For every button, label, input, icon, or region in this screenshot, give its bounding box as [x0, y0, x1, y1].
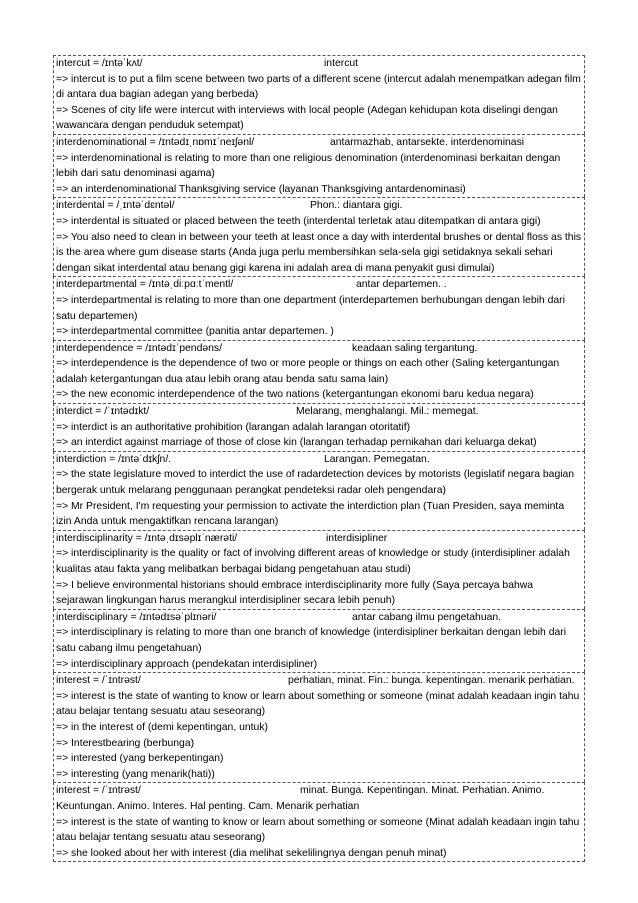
- entry-example-line: => in the interest of (demi kepentingan, untuk): [56, 721, 268, 733]
- entry-gloss: minat. Bunga. Kepentingan. Minat. Perhatian. Animo.: [300, 785, 545, 797]
- entry-example-line: => interdisciplinary approach (pendekatan interdisipliner): [56, 658, 318, 670]
- entry-example-line: => an interdict against marriage of those of close kin (larangan terhadap pernikahan dari keluarga dekat): [56, 437, 537, 449]
- entry-example-line: => interdisciplinarity is the quality or fact of involving different areas of knowledge or study (interdisipliner adalah kualitas atau fakta yang melibatkan berbagai bidang pengetahuan atau studi): [56, 548, 570, 575]
- entry-example-line: => I believe environmental historians should embrace interdisciplinarity more fully (Saya percaya bahwa sejarawan lingkungan harus merangkul interdisipliner secara lebih penuh): [56, 579, 534, 607]
- entry-example-line: => interdenominational is relating to more than one religious denomination (interdenominasi berkaitan dengan lebih dari satu denominasi agama): [56, 152, 561, 180]
- entry-headline: [56, 452, 582, 468]
- entry-gloss: antarmazhab, antarsekte. interdenominasi: [330, 136, 525, 148]
- entry-headline: [56, 135, 582, 151]
- entry-headline: [56, 198, 582, 214]
- entry-headline: [56, 531, 582, 547]
- dictionary-entry: [53, 609, 585, 672]
- entry-example-line: => interdependence is the dependence of two or more people or things on each other (Saling ketergantungan adalah ketergantungan dua atau lebih orang atau benda satu sama lain): [56, 358, 560, 385]
- entry-example-line: => interdict is an authoritative prohibition (larangan adalah larangan otoritatif): [56, 421, 411, 433]
- entry-headline: [56, 277, 582, 293]
- entry-gloss: Melarang, menghalangi. Mil.: memegat.: [296, 406, 479, 418]
- entry-term: interest = /ˈɪntrəst/: [56, 785, 141, 797]
- entry-gloss-continued: Keuntungan. Animo. Interes. Hal penting. Cam. Menarik perhatian: [56, 800, 360, 812]
- entry-term: interdisciplinary = /ɪntədɪsəˈplɪnəri/: [56, 611, 217, 623]
- entry-example-line: => the new economic interdependence of the two nations (ketergantungan ekonomi baru kedua negara): [56, 389, 534, 401]
- dictionary-entry: [53, 340, 585, 403]
- entry-headline: [56, 673, 582, 689]
- entry-example-line: => Mr President, I'm requesting your permission to activate the interdiction plan (Tuan Presiden, saya meminta izin Anda untuk mengaktifkan rencana larangan): [56, 500, 565, 528]
- entry-example-line: => Scenes of city life were intercut with interviews with local people (Adegan kehidupan kota diselingi dengan wawancara dengan penduduk setempat): [56, 104, 558, 132]
- entry-gloss: Larangan. Pemegatan.: [324, 453, 430, 465]
- entry-gloss: antar departemen. .: [356, 279, 447, 291]
- entry-term: interdependence = /ɪntədɪˈpendəns/: [56, 342, 222, 354]
- entry-gloss: interdisipliner: [326, 532, 388, 544]
- entry-headline: [56, 610, 582, 626]
- entry-term: interdenominational = /ɪntədɪˌnɒmɪˈneɪʃənl/: [56, 136, 255, 148]
- entry-headline: [56, 56, 582, 72]
- dictionary-entry: [53, 55, 585, 134]
- entry-example-line: => interest is the state of wanting to know or learn about something or someone (Minat adalah keadaan ingin tahu atau belajar tentang sesuatu atau seseorang): [56, 816, 580, 844]
- dictionary-entry: [53, 403, 585, 451]
- entry-example-line: => interest is the state of wanting to know or learn about something or someone (minat adalah keadaan ingin tahu atau belajar tentang sesuatu atau seseorang): [56, 690, 580, 718]
- entry-gloss: perhatian, minat. Fin.: bunga. kepentingan. menarik perhatian.: [288, 675, 575, 687]
- dictionary-entry: [53, 672, 585, 782]
- entry-gloss: antar cabang ilmu pengetahuan.: [352, 611, 502, 623]
- entry-example-line: => the state legislature moved to interdict the use of radardetection devices by motorists (legislatif negara bagian bergerak untuk melarang penggunaan perangkat pendeteksi radar oleh pengendara): [56, 469, 575, 497]
- entry-headline: [56, 341, 582, 357]
- entry-headline: [56, 404, 582, 420]
- entry-term: interdiction = /ɪntəˈdɪkʃn/.: [56, 453, 172, 465]
- entry-example-line: => interdental is situated or placed between the teeth (interdental terletak atau ditempatkan di antara gigi): [56, 215, 541, 227]
- entry-example-line: => interdisciplinary is relating to more than one branch of knowledge (interdisipliner berkaitan dengan lebih dari satu cabang ilmu pengetahuan): [56, 627, 567, 654]
- entry-example-line: => interdepartmental committee (panitia antar departemen. ): [56, 326, 334, 338]
- entry-term: interdisciplinarity = /ɪntəˌdɪsəplɪˈnærəti/: [56, 532, 238, 544]
- entry-example-line: => interdepartmental is relating to more than one department (interdepartemen berhubungan dengan lebih dari satu departemen): [56, 294, 565, 322]
- entry-example-line: => interested (yang berkepentingan): [56, 753, 224, 765]
- entry-example-line: => Interestbearing (berbunga): [56, 737, 195, 749]
- dictionary-entry: [53, 134, 585, 197]
- entry-example-line: => intercut is to put a film scene between two parts of a different scene (intercut adalah menempatkan adegan film di antara dua bagian adegan yang berbeda): [56, 73, 581, 101]
- entry-term: interest = /ˈɪntrəst/: [56, 675, 141, 687]
- entry-example-line: => an interdenominational Thanksgiving service (layanan Thanksgiving antardenominasi): [56, 183, 466, 195]
- entry-term: interdict = /ˈɪntədɪkt/: [56, 406, 150, 418]
- entry-gloss: intercut: [324, 58, 359, 69]
- dictionary-entry: [53, 451, 585, 530]
- entry-example-line: => she looked about her with interest (dia melihat sekelilingnya dengan penuh minat): [56, 847, 447, 859]
- entry-gloss: Phon.: diantara gigi.: [310, 200, 403, 212]
- entry-example-line: => interesting (yang menarik(hati)): [56, 768, 215, 780]
- entry-term: intercut = /ɪntəˈkʌt/: [56, 58, 143, 69]
- entry-example-line: => You also need to clean in between your teeth at least once a day with interdental brushes or dental floss as this is the area where gum disease starts (Anda juga perlu membersihkan sela-sela gigi setidaknya sekali sehari dengan sikat interdental atau benang gigi karena ini adalah area di mana penyakit gusi dimulai): [56, 231, 582, 274]
- entry-term: interdepartmental = /ɪntəˌdiːpɑːtˈmentl/: [56, 279, 234, 291]
- entry-term: interdental = /ˌɪntəˈdɛntəl/: [56, 200, 175, 212]
- entry-gloss: keadaan saling tergantung.: [352, 342, 478, 354]
- dictionary-entry: [53, 530, 585, 609]
- dictionary-entry: [53, 276, 585, 339]
- entry-headline: [56, 783, 582, 799]
- dictionary-entry: [53, 197, 585, 276]
- dictionary-entry: [53, 782, 585, 862]
- dictionary-page: [53, 55, 585, 862]
